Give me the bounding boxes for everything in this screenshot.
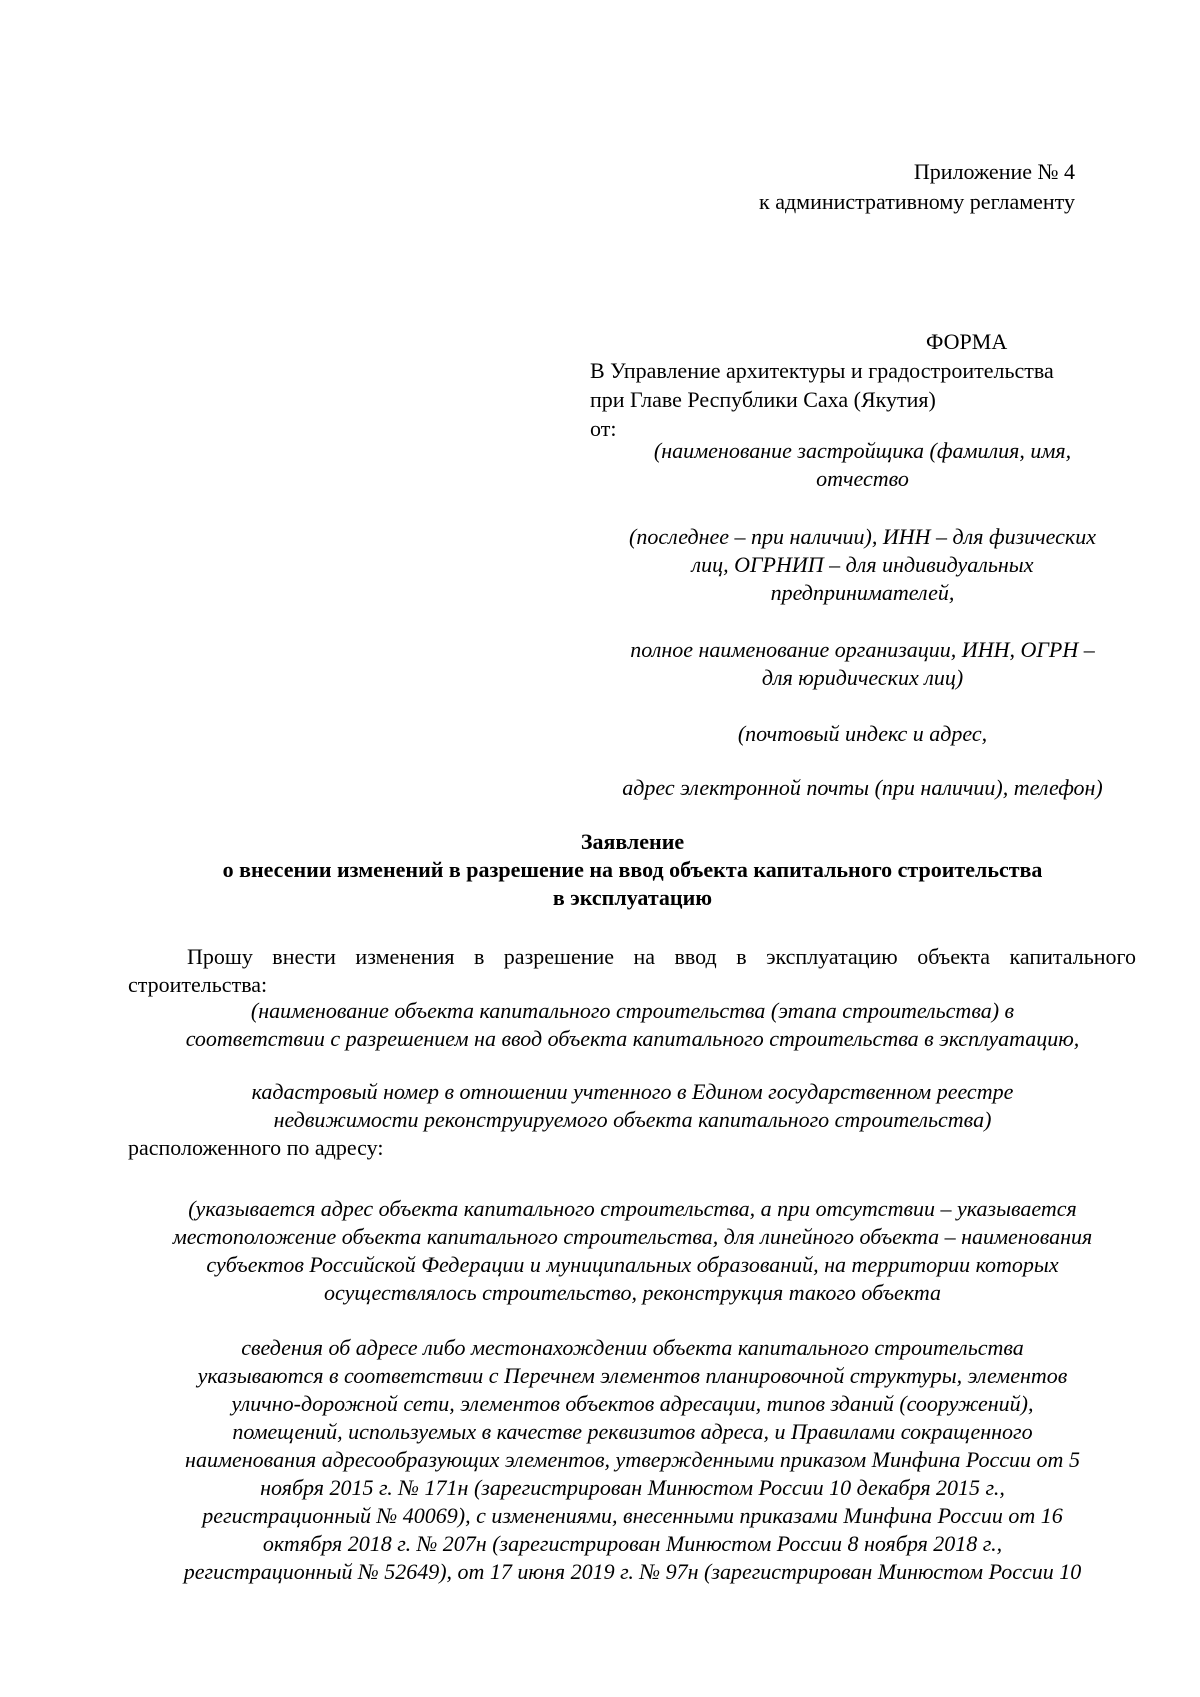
cadastral-number-hint: [100, 1078, 1165, 1134]
appendix-number: Приложение № 4: [913, 159, 1075, 184]
recipient-block: [590, 327, 1150, 443]
hint-line: недвижимости реконструируемого объекта капитального строительства): [273, 1107, 992, 1132]
hint-line: адрес электронной почты (при наличии), телефон): [622, 775, 1103, 800]
hint-line: соответствии с разрешением на ввод объекта капитального строительства в эксплуатацию,: [185, 1026, 1080, 1051]
request-paragraph: Прошу внести изменения в разрешение на ввод в эксплуатацию объекта капитального строительства:: [128, 944, 1136, 997]
hint-line: кадастровый номер в отношении учтенного в Едином государственном реестре: [251, 1079, 1014, 1104]
title-line-3: в эксплуатацию: [552, 885, 713, 910]
form-label: ФОРМА: [926, 329, 1008, 354]
hint-line: регистрационный № 40069), с изменениями, внесенными приказами Минфина России от 16: [202, 1503, 1063, 1528]
recipient-line-2: при Главе Республики Саха (Якутия): [590, 387, 936, 412]
appendix-reference: к административному регламенту: [759, 189, 1075, 214]
hint-line: ноября 2015 г. № 171н (зарегистрирован Минюстом России 10 декабря 2015 г.,: [260, 1475, 1005, 1500]
hint-line: полное наименование организации, ИНН, ОГРН –: [630, 637, 1095, 662]
document-title: [100, 828, 1165, 912]
recipient-line-1: В Управление архитектуры и градостроительства: [590, 358, 1054, 383]
hint-line: наименования адресообразующих элементов, утвержденными приказом Минфина России от 5: [185, 1447, 1080, 1472]
hint-line: отчество: [816, 466, 909, 491]
applicant-name-hint: [575, 437, 1150, 493]
hint-line: (почтовый индекс и адрес,: [737, 721, 988, 746]
object-name-hint: [100, 997, 1165, 1053]
hint-line: осуществлялось строительство, реконструкция такого объекта: [324, 1280, 941, 1305]
hint-line: для юридических лиц): [761, 665, 964, 690]
hint-line: субъектов Российской Федерации и муниципальных образований, на территории которых: [206, 1252, 1059, 1277]
hint-line: сведения об адресе либо местонахождении объекта капитального строительства: [241, 1335, 1024, 1360]
title-line-2: о внесении изменений в разрешение на ввод объекта капитального строительства: [222, 857, 1043, 882]
hint-line: регистрационный № 52649), от 17 июня 2019 г. № 97н (зарегистрирован Минюстом России 10: [183, 1559, 1082, 1584]
hint-line: указываются в соответствии с Перечнем элементов планировочной структуры, элементов: [197, 1363, 1068, 1388]
applicant-individual-hint: [575, 523, 1150, 607]
title-line-1: Заявление: [580, 829, 685, 854]
address-hint: [100, 1195, 1165, 1307]
address-info-hint: [100, 1334, 1165, 1586]
hint-line: помещений, используемых в качестве реквизитов адреса, и Правилами сокращенного: [232, 1419, 1033, 1444]
hint-line: октября 2018 г. № 207н (зарегистрирован Минюстом России 8 ноября 2018 г.,: [262, 1531, 1003, 1556]
hint-line: местоположение объекта капитального строительства, для линейного объекта – наименования: [172, 1224, 1093, 1249]
hint-line: (указывается адрес объекта капитального строительства, а при отсутствии – указывается: [188, 1196, 1077, 1221]
located-at-label: расположенного по адресу:: [128, 1135, 384, 1160]
appendix-header: [759, 157, 1075, 217]
hint-line: улично-дорожной сети, элементов объектов адресации, типов зданий (сооружений),: [231, 1391, 1034, 1416]
hint-line: предпринимателей,: [770, 580, 955, 605]
hint-line: (наименование застройщика (фамилия, имя,: [653, 438, 1072, 463]
applicant-postal-hint: [575, 720, 1150, 748]
hint-line: лиц, ОГРНИП – для индивидуальных: [691, 552, 1034, 577]
hint-line: (последнее – при наличии), ИНН – для физических: [629, 524, 1096, 549]
applicant-organization-hint: [575, 636, 1150, 692]
hint-line: (наименование объекта капитального строительства (этапа строительства) в: [250, 998, 1015, 1023]
recipient-from: от:: [590, 416, 617, 441]
applicant-contact-hint: [575, 774, 1150, 802]
